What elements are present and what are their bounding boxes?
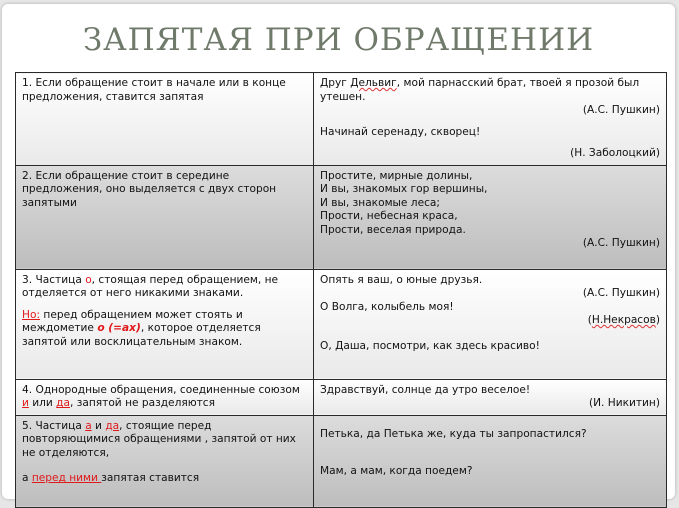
interjection-highlight: о (=ах) [97, 322, 141, 334]
example-cell [314, 73, 667, 166]
example-author: (А.С. Пушкин) [582, 287, 660, 299]
example-text: Мам, а мам, когда поедем? [320, 465, 473, 477]
rule-cell [16, 165, 314, 269]
example-text: О Волга, колыбель моя! [320, 300, 454, 313]
example-text: Начинай серенаду, скворец! [320, 125, 481, 138]
example-text: Здравствуй, солнце да утро веселое! [320, 383, 531, 396]
example-text: Опять я ваш, о юные друзья. [320, 273, 483, 286]
rule-cell [16, 379, 314, 415]
table-row [16, 73, 667, 166]
page-title: ЗАПЯТАЯ ПРИ ОБРАЩЕНИИ [82, 22, 595, 58]
example-author: (А.С. Пушкин) [582, 237, 660, 249]
rule-text: 4. Однородные обращения, соединенные союзом и или да, запятой не разделяются [22, 383, 300, 409]
example-author: (А.С. Пушкин) [582, 104, 660, 116]
example-text: Петька, да Петька же, куда ты запропастился? [320, 427, 587, 440]
example-cell [314, 269, 667, 379]
rules-table [15, 72, 667, 508]
rule-note: Но: перед обращением может стоять и междометие о (=ах), которое отделяется запятой или восклицательным знаком. [22, 308, 261, 348]
rule-text: 5. Частица а и да, стоящие перед повторяющимися обращениями , запятой от них не отделяются, [22, 419, 296, 459]
rule-note: а перед ними запятая ставится [22, 472, 200, 484]
example-cell [314, 415, 667, 507]
rule-text: 3. Частица о, стоящая перед обращением, не отделяется от него никакими знаками. [22, 273, 279, 299]
table-row [16, 269, 667, 379]
phrase-highlight: перед ними [31, 472, 102, 484]
table-row [16, 379, 667, 415]
example-cell [314, 165, 667, 269]
example-text: О, Даша, посмотри, как здесь красиво! [320, 339, 540, 352]
rule-text: 2. Если обращение стоит в середине предложения, оно выделяется с двух сторон запятыми [22, 169, 277, 209]
poem-line: Простите, мирные долины, [320, 169, 473, 182]
example-author: (И. Никитин) [588, 397, 660, 409]
poem-line: Прости, веселая природа. [320, 223, 466, 236]
rule-text: 1. Если обращение стоит в начале или в конце предложения, ставится запятая [22, 77, 286, 103]
particle-highlight: да [105, 419, 120, 432]
table-row [16, 415, 667, 507]
conjunction-highlight: и [22, 397, 29, 409]
example-author: (Н. Заболоцкий) [570, 147, 660, 159]
conjunction-highlight: да [56, 397, 70, 409]
particle-highlight: а [85, 419, 92, 432]
example-author: (Н.Некрасов) [587, 314, 660, 326]
table-row [16, 165, 667, 269]
poem-line: И вы, знакомые леса; [320, 196, 440, 209]
example-text: Друг Дельвиг, мой парнасский брат, твоей я прозой был утешен. [320, 77, 640, 103]
note-label: Но: [22, 308, 41, 321]
rule-cell [16, 269, 314, 379]
slide [2, 4, 675, 499]
example-cell [314, 379, 667, 415]
rule-cell [16, 415, 314, 507]
poem-line: Прости, небесная краса, [320, 210, 458, 222]
poem-line: И вы, знакомых гор вершины, [320, 183, 488, 195]
rule-cell [16, 73, 314, 166]
particle-highlight: о [85, 273, 92, 286]
spellcheck-word: Дельвиг [350, 77, 397, 89]
